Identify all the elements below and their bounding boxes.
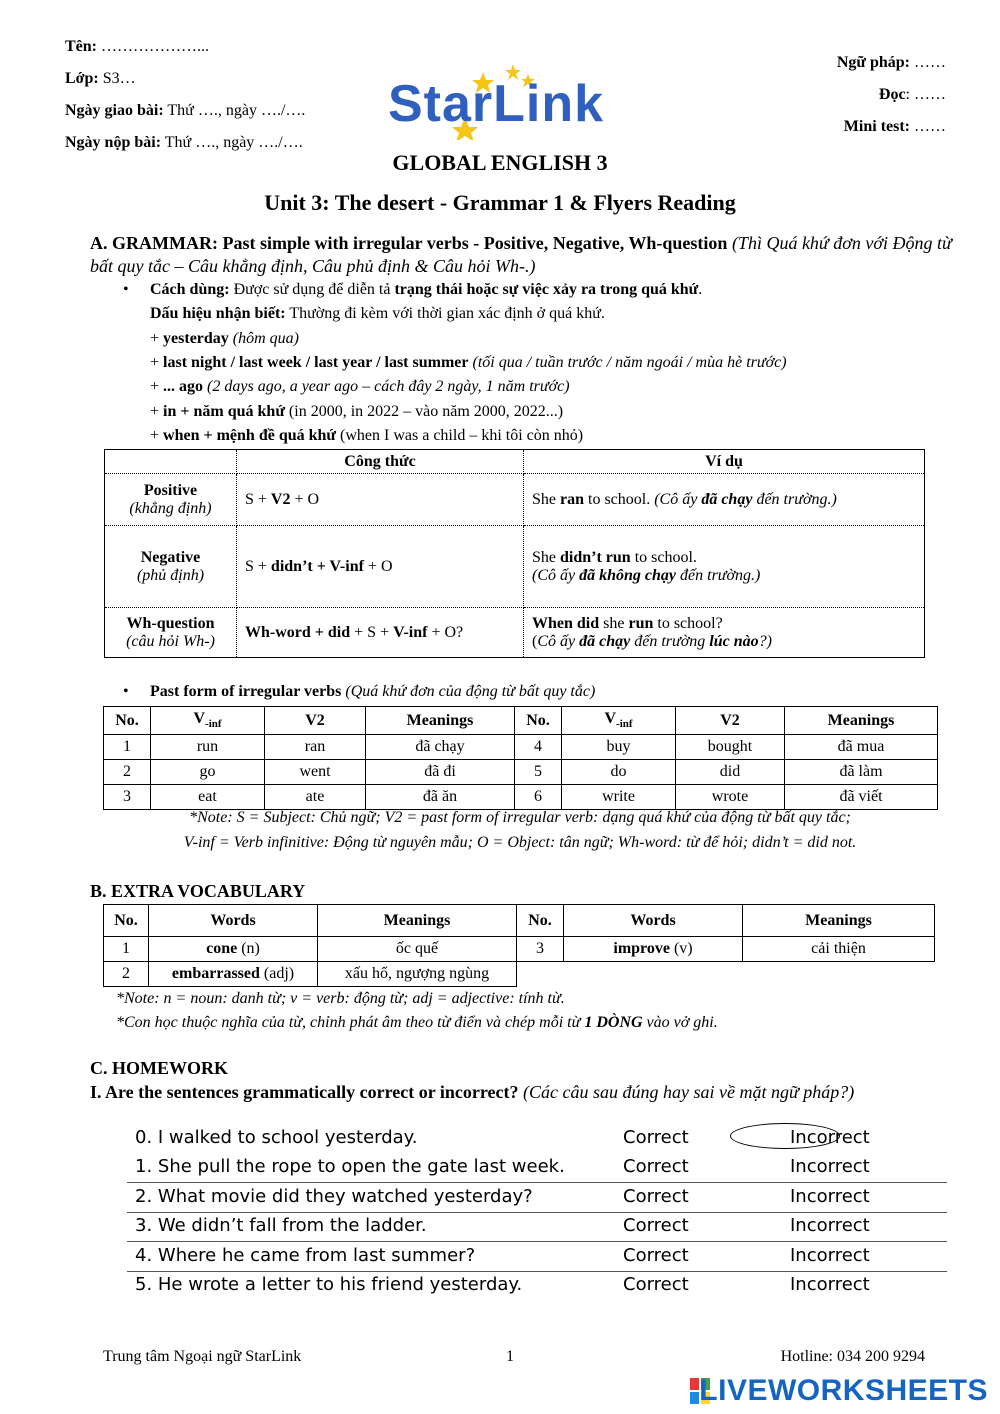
course-title: GLOBAL ENGLISH 3: [392, 150, 608, 175]
exercise-row-3: [127, 1212, 947, 1242]
unit-title: Unit 3: The desert - Grammar 1 & Flyers Reading: [264, 190, 736, 215]
submit-date-value[interactable]: Thứ …., ngày …./….: [164, 134, 303, 151]
incorrect-option[interactable]: Incorrect: [790, 1215, 870, 1236]
class-value[interactable]: S3…: [102, 70, 136, 87]
signs-line: Dấu hiệu nhận biết: Thường đi kèm với thời gian xác định ở quá khứ.: [150, 305, 605, 322]
vocab-note-1: *Note: n = noun: danh từ; v = verb: động từ; adj = adjective: tính từ.: [116, 990, 565, 1007]
vocab-row: 1 cone (n) ốc quế 3 improve (v) cải thiện: [104, 937, 935, 962]
grammar-score: Ngữ pháp: ……: [836, 54, 946, 71]
assign-date-value[interactable]: Thứ …., ngày …./….: [167, 102, 306, 119]
homework-heading: C. HOMEWORK: [90, 1058, 228, 1078]
verb-row: 2 go went đã đi 5 do did đã làm: [104, 760, 938, 785]
sign-item: + when + mệnh đề quá khứ (when I was a child – khi tôi còn nhỏ): [150, 427, 584, 444]
correct-option[interactable]: Correct: [623, 1186, 689, 1207]
verb-row: 3 eat ate đã ăn 6 write wrote đã viết: [104, 785, 938, 810]
incorrect-option[interactable]: Incorrect: [790, 1156, 870, 1177]
logo-text: StarLink: [388, 75, 605, 133]
formula-header: [105, 450, 237, 474]
correct-option[interactable]: Correct: [623, 1127, 689, 1148]
sign-item: + in + năm quá khứ (in 2000, in 2022 – vào năm 2000, 2022...): [150, 403, 564, 420]
verb-header: V2: [265, 707, 366, 735]
sign-item: + yesterday (hôm qua): [150, 330, 300, 347]
starlink-logo: [388, 60, 638, 140]
sentence-text: 5. He wrote a letter to his friend yesterday.: [135, 1274, 523, 1295]
usage-line: • Cách dùng: Được sử dụng để diễn tả trạng thái hoặc sự việc xảy ra trong quá khứ.: [123, 281, 703, 298]
grammar-heading: A. GRAMMAR: Past simple with irregular verbs - Positive, Negative, Wh-question (Thì Quá khứ đơn với Động từ bất quy tắc – Câu khẳng định, Câu phủ định & Câu hỏi Wh-.): [90, 233, 952, 276]
exercise-row-4: [127, 1242, 947, 1272]
vocab-header: Words: [149, 905, 318, 937]
sign-item: + ... ago (2 days ago, a year ago – cách đây 2 ngày, 1 năm trước): [150, 378, 570, 395]
verb-header: V2: [676, 707, 785, 735]
verb-table: [103, 706, 938, 810]
formula-header: Công thức: [237, 450, 524, 474]
class-line: Lớp: S3…: [65, 70, 136, 87]
minitest-score: Mini test: ……: [843, 118, 946, 135]
verb-header: $V_{-inf}$: [151, 707, 265, 735]
vocab-note-2: *Con học thuộc nghĩa của từ, chỉnh phát âm theo từ điển và chép mỗi từ 1 DÒNG vào vở ghi.: [116, 1014, 718, 1031]
reading-score: Đọc: ……: [878, 86, 946, 103]
correct-option[interactable]: Correct: [623, 1245, 689, 1266]
sign-item: + last night / last week / last year / last summer (tối qua / tuần trước / năm ngoái / mùa hè trước): [150, 354, 787, 371]
assign-date-line: Ngày giao bài: Thứ …., ngày …./….: [65, 102, 306, 119]
formula-row: Negative (phủ định) S + didn’t + V-inf + O She didn’t run to school. (Cô ấy đã không chạy đến trường.): [105, 526, 925, 608]
page-number: 1: [506, 1348, 514, 1365]
verb-header: Meanings: [785, 707, 938, 735]
formula-row: Wh-question (câu hỏi Wh-) Wh-word + did + S + V-inf + O? When did she run to school? (Cô ấy đã chạy đến trường lúc nào?): [105, 608, 925, 658]
formula-row: Positive (khẳng định) S + V2 + O She ran to school. (Cô ấy đã chạy đến trường.): [105, 474, 925, 526]
verb-header: Meanings: [366, 707, 515, 735]
vocab-header: No.: [517, 905, 564, 937]
verb-header: No.: [515, 707, 562, 735]
reading-score-value[interactable]: : ……: [905, 86, 946, 103]
exercise-row-2: [127, 1183, 947, 1213]
footer-center-name: Trung tâm Ngoại ngữ StarLink: [103, 1348, 302, 1365]
sentence-text: 4. Where he came from last summer?: [135, 1245, 476, 1266]
vocab-heading: B. EXTRA VOCABULARY: [90, 881, 306, 901]
sentence-text: 2. What movie did they watched yesterday?: [135, 1186, 533, 1207]
minitest-score-value[interactable]: ……: [914, 118, 946, 135]
grammar-score-value[interactable]: ……: [914, 54, 946, 71]
liveworksheets-watermark: LIVEWORKSHEETS: [699, 1374, 988, 1407]
vocab-header: Meanings: [318, 905, 517, 937]
correct-option[interactable]: Correct: [623, 1215, 689, 1236]
incorrect-option[interactable]: Incorrect: [790, 1186, 870, 1207]
vocab-header: Meanings: [743, 905, 935, 937]
irregular-heading: • Past form of irregular verbs (Quá khứ đơn của động từ bất quy tắc): [123, 683, 596, 700]
vocab-header: No.: [104, 905, 149, 937]
homework-question: I. Are the sentences grammatically correct or incorrect? (Các câu sau đúng hay sai về mặt ngữ pháp?): [90, 1082, 855, 1102]
correct-option[interactable]: Correct: [623, 1274, 689, 1295]
vocab-table: [103, 904, 935, 987]
formula-header: Ví dụ: [524, 450, 925, 474]
vocab-row: 2 embarrassed (adj) xấu hổ, ngượng ngùng: [104, 962, 935, 987]
formula-table: [104, 449, 925, 658]
exercise-row-0: [127, 1124, 947, 1153]
vocab-header: Words: [564, 905, 743, 937]
correct-option[interactable]: Correct: [623, 1156, 689, 1177]
incorrect-option[interactable]: Incorrect: [790, 1245, 870, 1266]
sentence-text: 0. I walked to school yesterday.: [135, 1127, 418, 1148]
sentence-text: 1. She pull the rope to open the gate last week.: [135, 1156, 565, 1177]
submit-date-line: Ngày nộp bài: Thứ …., ngày …./….: [65, 134, 303, 151]
exercise-row-5: [127, 1271, 947, 1300]
verb-row: 1 run ran đã chạy 4 buy bought đã mua: [104, 735, 938, 760]
verb-header: $V_{-inf}$: [562, 707, 676, 735]
incorrect-option[interactable]: Incorrect: [790, 1274, 870, 1295]
footer-hotline: Hotline: 034 200 9294: [780, 1348, 925, 1365]
sentence-text: 3. We didn’t fall from the ladder.: [135, 1215, 427, 1236]
verb-header: No.: [104, 707, 151, 735]
name-value[interactable]: ………………...: [101, 38, 209, 55]
incorrect-option[interactable]: Incorrect: [790, 1127, 870, 1148]
name-line: Tên: ………………...: [65, 38, 209, 55]
exercise-row-1: [127, 1153, 947, 1183]
grammar-note-1: *Note: S = Subject: Chủ ngữ; V2 = past form of irregular verb: dạng quá khứ của động từ bất quy tắc;: [189, 809, 851, 826]
grammar-note-2: V-inf = Verb infinitive: Động từ nguyên mẫu; O = Object: tân ngữ; Wh-word: từ để hỏi; didn’t = did not.: [183, 834, 857, 851]
